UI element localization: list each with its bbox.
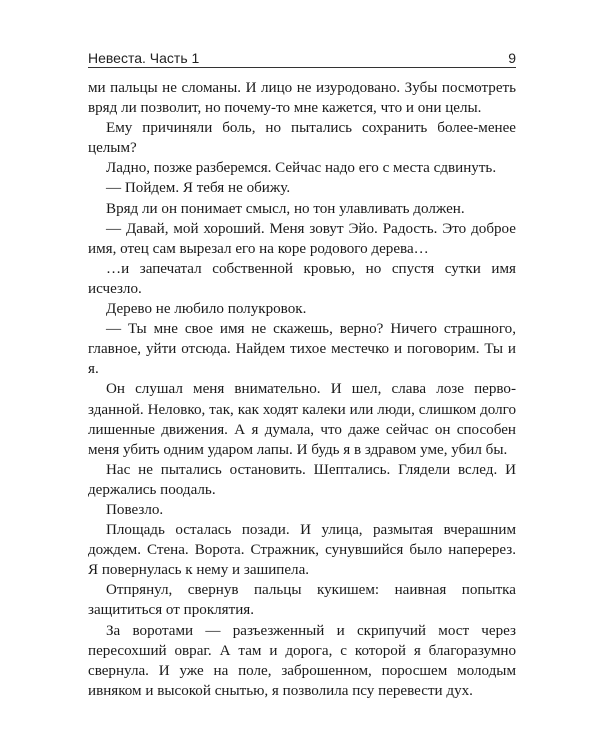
body-text: [88, 78, 516, 701]
paragraph: — Давай, мой хороший. Меня зовут Эйо. Радость. Это доброе имя, отец сам вырезал его на коре родового дерева…: [88, 220, 516, 257]
paragraph: …и запечатал собственной кровью, но спустя сутки имя исчезло.: [88, 260, 516, 297]
paragraph: Ему причиняли боль, но пытались сохранить более-менее целым?: [88, 120, 516, 157]
paragraph: — Пойдем. Я тебя не обижу.: [106, 180, 291, 197]
paragraph: Ладно, позже разберемся. Сейчас надо его с места сдвинуть.: [106, 160, 497, 177]
page-number: 9: [508, 50, 516, 66]
running-head: [88, 44, 516, 66]
paragraph: — Ты мне свое имя не скажешь, верно? Ничего страшного, главное, уйти отсюда. Найдем тихое местечко и поговорим. Ты и я.: [88, 321, 516, 378]
paragraph: Отпрянул, свернув пальцы кукишем: наивная попытка защититься от проклятия.: [88, 582, 516, 619]
paragraph: ми пальцы не сломаны. И лицо не изуродовано. Зубы посмотреть вряд ли позволит, но почему-то мне кажется, что и они целы.: [88, 80, 516, 117]
paragraph: Нас не пытались остановить. Шептались. Глядели вслед. И держались поодаль.: [88, 461, 516, 498]
paragraph: Площадь осталась позади. И улица, размытая вчерашним дождем. Стена. Ворота. Стражник, сунувшийся было наперерез. Я повернулась к нему и зашипела.: [88, 522, 516, 579]
paragraph: Он слушал меня внимательно. И шел, слава лозе перво-зданной. Неловко, так, как ходят калеки или люди, слишком долго лишенные движения. А я думала, что даже сейчас он способен меня убить одним ударом лапы. И будь я в здравом уме, убил бы.: [88, 381, 516, 458]
chapter-title: Невеста. Часть 1: [88, 50, 200, 66]
header-rule: [88, 67, 516, 68]
paragraph: Дерево не любило полукровок.: [106, 301, 307, 318]
paragraph: За воротами — разъезженный и скрипучий мост через пересохший овраг. А там и дорога, с которой я благоразумно свернула. И уже на поле, заброшенном, поросшем молодым ивняком и высокой снытью, я позволила псу перевести дух.: [88, 622, 516, 699]
paragraph: Повезло.: [106, 501, 164, 518]
paragraph: Вряд ли он понимает смысл, но тон улавливать должен.: [106, 200, 465, 217]
